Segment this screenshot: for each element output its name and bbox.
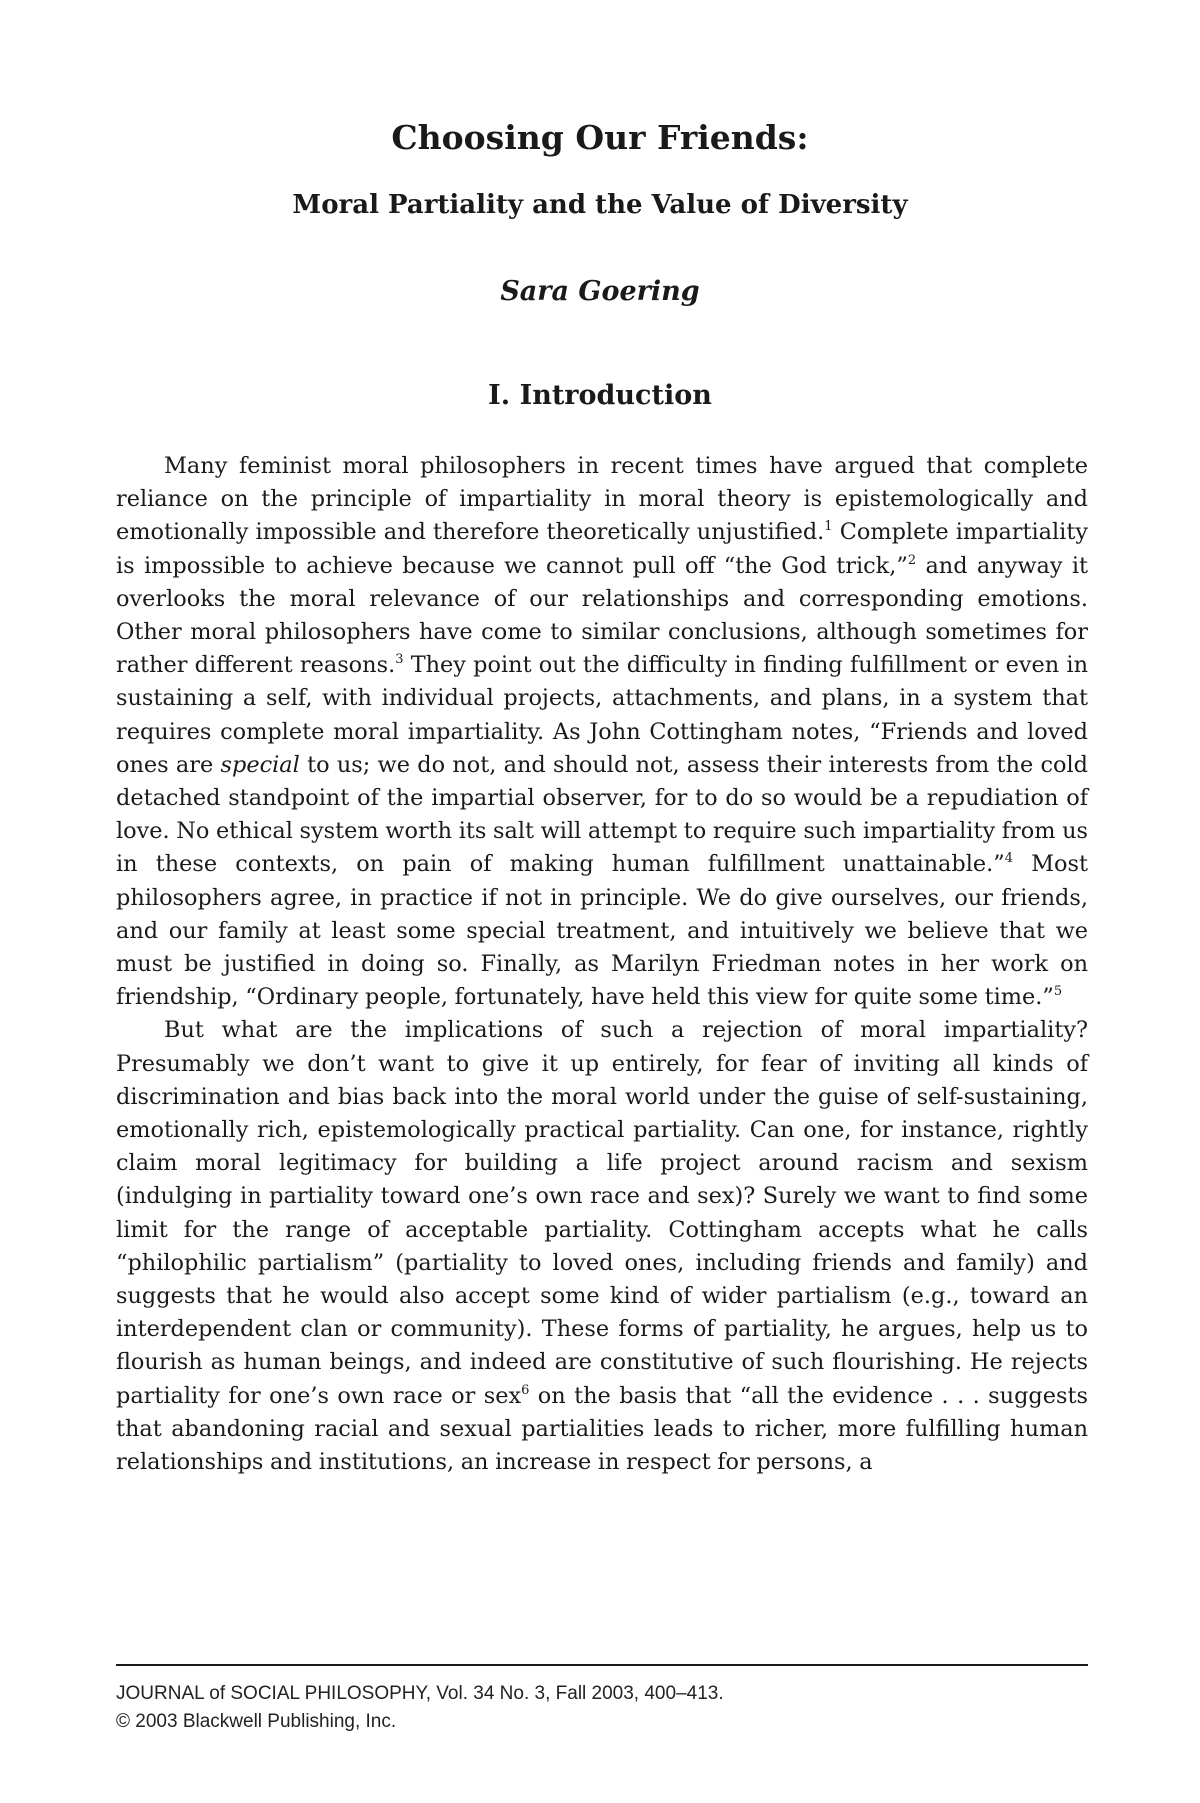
footnote-ref-6: 6 — [521, 1382, 530, 1398]
footnote-ref-1: 1 — [824, 519, 833, 535]
text-run: Many feminist moral philosophers in recent times have argued that complete reliance on the principle of impartiality in moral theory is epistemologically and emotionally impossible and therefore theoretically unjustified. — [116, 453, 1088, 546]
text-run: and anyway it overlooks the moral relevance of our relationships and corresponding emotions. Other moral philosophers have come to similar conclusions, although sometimes for rather different reasons. — [116, 552, 1088, 679]
emphasis-text: special — [220, 751, 300, 778]
text-run: They point out the difficulty in finding fulfillment or even in sustaining a self, with individual projects, attachments, and plans, in a system that requires complete moral impartiality. As John Cottingham notes, “Friends and loved ones are — [116, 652, 1088, 778]
body-paragraph-1 — [116, 450, 1088, 1014]
author-name: Sara Goering — [500, 276, 700, 307]
text-run: Most philosophers agree, in practice if not in principle. We do give ourselves, our friends, and our family at least some special treatment, and intuitively we believe that we must be justified in doing so. Finally, as Marilyn Friedman notes in her work on friendship, “Ordinary people, fortunately, have held this view for quite some time.” — [116, 851, 1089, 1011]
footnote-ref-5: 5 — [1053, 984, 1063, 1000]
footnote-ref-4: 4 — [1004, 851, 1013, 867]
article-title: Choosing Our Friends: — [391, 118, 809, 157]
text-run: on the basis that “all the evidence . . . suggests that abandoning racial and sexual partialities leads to richer, more fulfilling human relationships and institutions, an increase in respect for persons, a — [116, 1382, 1088, 1476]
text-run: Complete impartiality is impossible to achieve because we cannot pull off “the God trick,” — [116, 519, 1088, 579]
footer-divider — [116, 1664, 1088, 1666]
text-run: to us; we do not, and should not, assess their interests from the cold detached standpoint of the impartial observer, for to do so would be a repudiation of love. No ethical system worth its salt will attempt to require such impartiality from us in these contexts, on pain of making human fulfillment unattainable.” — [116, 751, 1088, 878]
journal-citation: JOURNAL of SOCIAL PHILOSOPHY, Vol. 34 No. 3, Fall 2003, 400–413. — [116, 1683, 724, 1704]
text-run: But what are the implications of such a rejection of moral impartiality? Presumably we don’t want to give it up entirely, for fear of inviting all kinds of discrimination and bias back into the moral world under the guise of self-sustaining, emotionally rich, epistemologically practical partiality. Can one, for instance, rightly claim moral legitimacy for building a life project around racism and sexism (indulging in partiality toward one’s own race and sex)? Surely we want to find some limit for the range of acceptable partiality. Cottingham accepts what he calls “philophilic partialism” (partiality to loved ones, including friends and family) and suggests that he would also accept some kind of wider partialism (e.g., toward an interdependent clan or community). These forms of partiality, he argues, help us to flourish as human beings, and indeed are constitutive of such flourishing. He rejects partiality for one’s own race or sex — [116, 1017, 1088, 1409]
page-footer — [116, 1680, 1088, 1736]
article-body — [116, 450, 1088, 1479]
body-paragraph-2 — [116, 1014, 1088, 1479]
footnote-ref-3: 3 — [395, 652, 404, 668]
article-subtitle: Moral Partiality and the Value of Diversity — [292, 190, 908, 220]
copyright-notice: © 2003 Blackwell Publishing, Inc. — [116, 1711, 397, 1732]
footnote-ref-2: 2 — [907, 552, 917, 568]
section-heading: I. Introduction — [488, 380, 712, 411]
